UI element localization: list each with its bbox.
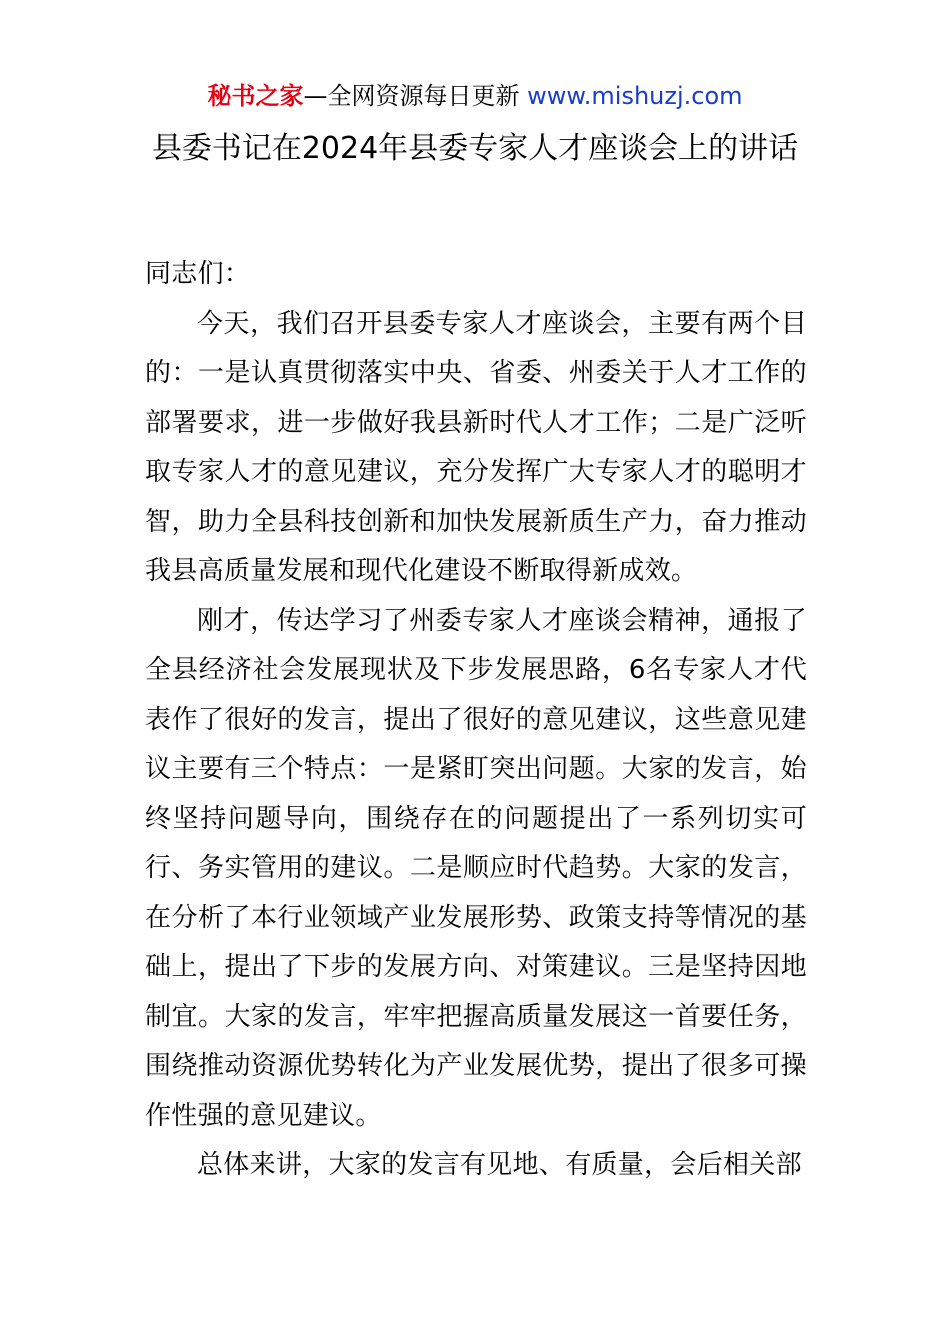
paragraph-2: 刚才，传达学习了州委专家人才座谈会精神，通报了全县经济社会发展现状及下步发展思路，6名专家人才代表作了很好的发言，提出了很好的意见建议，这些意见建议主要有三个特点：一是紧盯突出问题。大家的发言，始终坚持问题导向，围绕存在的问题提出了一系列切实可行、务实管用的建议。二是顺应时代趋势。大家的发言，在分析了本行业领域产业发展形势、政策支持等情况的基础上，提出了下步的发展方向、对策建议。三是坚持因地制宜。大家的发言，牢牢把握高质量发展这一首要任务，围绕推动资源优势转化为产业发展优势，提出了很多可操作性强的意见建议。	[145, 605, 807, 1131]
document-body	[145, 250, 807, 1191]
salutation: 同志们：	[145, 259, 251, 289]
header-tagline: —全网资源每日更新	[303, 82, 528, 110]
paragraph-3: 总体来讲，大家的发言有见地、有质量，会后相关部	[197, 1150, 802, 1180]
paragraph-1: 今天，我们召开县委专家人才座谈会，主要有两个目的：一是认真贯彻落实中央、省委、州委关于人才工作的部署要求，进一步做好我县新时代人才工作；二是广泛听取专家人才的意见建议，充分发挥广大专家人才的聪明才智，助力全县科技创新和加快发展新质生产力，奋力推动我县高质量发展和现代化建设不断取得新成效。	[145, 308, 807, 586]
site-header	[0, 80, 950, 112]
brand-name: 秘书之家	[207, 82, 304, 110]
document-title: 县委书记在2024年县委专家人才座谈会上的讲话	[151, 131, 799, 166]
site-url-link[interactable]: www.mishuzj.com	[527, 82, 743, 110]
